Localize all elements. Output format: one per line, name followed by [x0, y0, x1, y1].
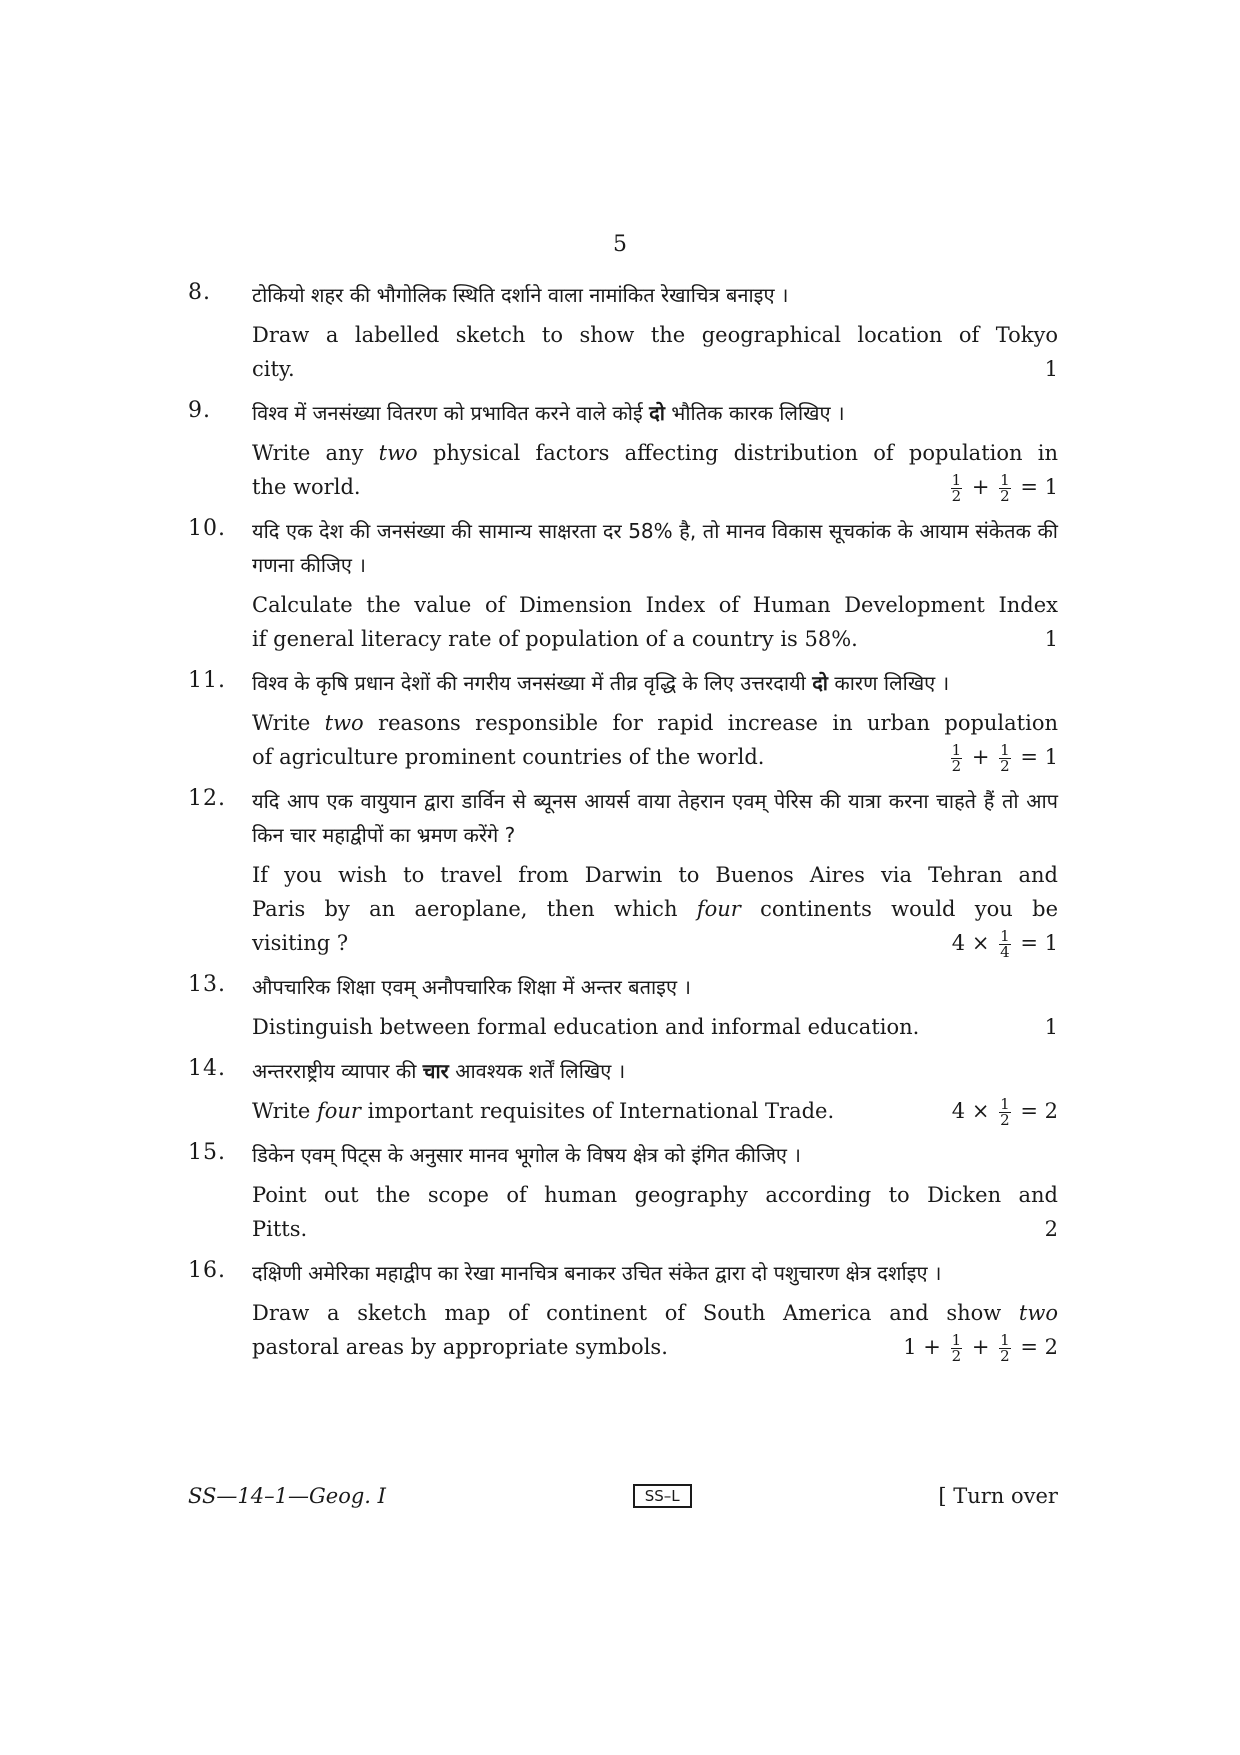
english-line-with-marks — [252, 1212, 1058, 1246]
english-line-with-marks — [252, 1330, 1058, 1364]
fraction-denominator: 2 — [1000, 1111, 1010, 1129]
question-number: 13. — [188, 972, 226, 997]
marks-lead: 1 + — [903, 1335, 941, 1359]
multiplier: 4 × — [951, 931, 990, 955]
fraction-denominator: 2 — [1000, 757, 1010, 775]
hindi-segment: विश्व में जनसंख्या वितरण को प्रभावित करने वाले कोई — [252, 401, 643, 425]
fraction-denominator: 2 — [951, 487, 962, 505]
hindi-bold: दो — [812, 671, 828, 695]
english-line-with-marks — [252, 1094, 1058, 1128]
english-text — [252, 706, 1058, 774]
english-text — [252, 1296, 1058, 1364]
fraction — [999, 929, 1011, 960]
hindi-segment: आवश्यक शर्तें लिखिए । — [455, 1059, 626, 1083]
marks: 2 — [1044, 1217, 1058, 1241]
marks: 1 — [1044, 627, 1058, 651]
turn-over-label: [ Turn over — [938, 1484, 1058, 1508]
english-line-with-marks — [252, 1010, 1058, 1044]
english-emphasis: two — [1018, 1301, 1058, 1325]
marks-total: = 1 — [1020, 745, 1058, 769]
marks-total: = 2 — [1020, 1099, 1058, 1123]
hindi-bold: दो — [649, 401, 665, 425]
english-line: pastoral areas by appropriate symbols. — [252, 1335, 668, 1359]
marks: 1 — [1044, 1015, 1058, 1039]
question-number: 9. — [188, 398, 211, 423]
hindi-text — [252, 1054, 1058, 1088]
multiplier: 4 × — [951, 1099, 990, 1123]
fraction-numerator: 1 — [1000, 741, 1010, 759]
marks — [903, 1330, 1058, 1364]
question-number: 12. — [188, 786, 226, 811]
plus-sign: + — [971, 475, 990, 499]
english-segment: Write — [252, 1099, 311, 1123]
english-line: city. — [252, 357, 295, 381]
marks — [952, 1094, 1058, 1128]
english-segment: Write — [252, 711, 311, 735]
question-8 — [188, 278, 1058, 386]
hindi-segment: विश्व के कृषि प्रधान देशों की नगरीय जनसंख्या में तीव्र वृद्धि के लिए उत्तरदायी — [252, 671, 806, 695]
english-text — [252, 858, 1058, 960]
fraction — [999, 1097, 1011, 1128]
fraction-denominator: 4 — [1000, 943, 1010, 961]
hindi-text: यदि एक देश की जनसंख्या की सामान्य साक्षरता दर 58% है, तो मानव विकास सूचकांक के आयाम संकेतक की गणना कीजिए । — [252, 519, 1058, 577]
question-number: 10. — [188, 516, 226, 541]
question-number: 16. — [188, 1258, 226, 1283]
english-line-with-marks — [252, 740, 1058, 774]
fraction-numerator: 1 — [951, 1331, 962, 1349]
english-line — [252, 436, 1058, 470]
english-text — [252, 1178, 1058, 1246]
english-segment: reasons responsible for rapid increase in urban population — [378, 711, 1058, 735]
english-text — [252, 436, 1058, 504]
fraction-numerator: 1 — [951, 741, 962, 759]
english-line-with-marks — [252, 622, 1058, 656]
question-number: 14. — [188, 1056, 226, 1081]
plus-sign: + — [971, 1335, 990, 1359]
english-line: the world. — [252, 475, 361, 499]
english-segment: Draw a sketch map of continent of South America and show — [252, 1301, 1002, 1325]
hindi-bold: चार — [422, 1059, 449, 1083]
question-10 — [188, 514, 1058, 656]
fraction-denominator: 2 — [1000, 1347, 1010, 1365]
hindi-segment: अन्तरराष्ट्रीय व्यापार की — [252, 1059, 417, 1083]
english-line: if general literacy rate of population of a country is 58%. — [252, 627, 858, 651]
series-box: SS–L — [633, 1484, 692, 1508]
fraction — [951, 743, 963, 774]
english-line: Pitts. — [252, 1217, 308, 1241]
question-12 — [188, 784, 1058, 960]
english-line — [252, 892, 1058, 926]
marks-total: = 2 — [1020, 1335, 1058, 1359]
english-line-with-marks — [252, 352, 1058, 386]
hindi-text: दक्षिणी अमेरिका महाद्वीप का रेखा मानचित्र बनाकर उचित संकेत द्वारा दो पशुचारण क्षेत्र दर्शाइए । — [252, 1261, 942, 1285]
hindi-text: यदि आप एक वायुयान द्वारा डार्विन से ब्यूनस आयर्स वाया तेहरान एवम् पेरिस की यात्रा करना चाहते हैं तो आप किन चार महाद्वीपों का भ्रमण करेंगे ? — [252, 789, 1058, 847]
hindi-text: डिकेन एवम् पिट्स के अनुसार मानव भूगोल के विषय क्षेत्र को इंगित कीजिए । — [252, 1143, 801, 1167]
question-11 — [188, 666, 1058, 774]
hindi-text — [252, 396, 1058, 430]
english-line — [252, 706, 1058, 740]
fraction — [951, 1333, 963, 1364]
question-13 — [188, 970, 1058, 1044]
english-line — [252, 1296, 1058, 1330]
question-number: 15. — [188, 1140, 226, 1165]
english-text — [252, 1010, 1058, 1044]
english-line: visiting ? — [252, 931, 349, 955]
hindi-text: टोकियो शहर की भौगोलिक स्थिति दर्शाने वाला नामांकित रेखाचित्र बनाइए । — [252, 283, 789, 307]
plus-sign: + — [971, 745, 990, 769]
hindi-text: औपचारिक शिक्षा एवम् अनौपचारिक शिक्षा में अन्तर बताइए । — [252, 975, 691, 999]
page-number: 5 — [613, 232, 627, 257]
english-emphasis: two — [324, 711, 364, 735]
hindi-segment: भौतिक कारक लिखिए । — [671, 401, 845, 425]
fraction-numerator: 1 — [951, 471, 962, 489]
marks-total: = 1 — [1020, 931, 1058, 955]
english-line-with-marks — [252, 470, 1058, 504]
marks — [952, 926, 1058, 960]
english-line — [252, 1094, 834, 1128]
question-14 — [188, 1054, 1058, 1128]
english-line-with-marks — [252, 926, 1058, 960]
english-line: of agriculture prominent countries of the world. — [252, 745, 765, 769]
fraction-numerator: 1 — [1000, 1095, 1010, 1113]
marks: 1 — [1044, 357, 1058, 381]
english-segment: important requisites of International Trade. — [367, 1099, 835, 1123]
fraction — [951, 473, 963, 504]
marks — [948, 470, 1058, 504]
fraction-numerator: 1 — [1000, 1331, 1010, 1349]
fraction — [999, 473, 1011, 504]
english-line: Draw a labelled sketch to show the geographical location of Tokyo — [252, 323, 1058, 347]
page-footer — [188, 1484, 1058, 1508]
hindi-segment: कारण लिखिए । — [834, 671, 950, 695]
english-line: If you wish to travel from Darwin to Buenos Aires via Tehran and — [252, 863, 1058, 887]
question-9 — [188, 396, 1058, 504]
question-15 — [188, 1138, 1058, 1246]
english-line: Calculate the value of Dimension Index of Human Development Index — [252, 593, 1058, 617]
fraction-numerator: 1 — [1000, 927, 1010, 945]
english-emphasis: four — [696, 897, 741, 921]
question-list — [188, 278, 1058, 1374]
fraction — [999, 1333, 1011, 1364]
fraction — [999, 743, 1011, 774]
question-number: 11. — [188, 668, 226, 693]
paper-code: SS—14–1—Geog. I — [188, 1484, 386, 1508]
marks-total: = 1 — [1020, 475, 1058, 499]
english-text — [252, 318, 1058, 386]
question-number: 8. — [188, 280, 211, 305]
english-emphasis: four — [316, 1099, 361, 1123]
english-emphasis: two — [378, 441, 418, 465]
fraction-denominator: 2 — [1000, 487, 1010, 505]
english-text — [252, 1094, 1058, 1128]
english-segment: Write any — [252, 441, 364, 465]
fraction-numerator: 1 — [1000, 471, 1010, 489]
fraction-denominator: 2 — [951, 757, 962, 775]
question-16 — [188, 1256, 1058, 1364]
english-segment: physical factors affecting distribution of population in — [432, 441, 1058, 465]
english-segment: Paris by an aeroplane, then which — [252, 897, 678, 921]
english-text — [252, 588, 1058, 656]
english-line: Point out the scope of human geography according to Dicken and — [252, 1183, 1058, 1207]
marks — [948, 740, 1058, 774]
english-line: Distinguish between formal education and informal education. — [252, 1015, 920, 1039]
hindi-text — [252, 666, 1058, 700]
fraction-denominator: 2 — [951, 1347, 962, 1365]
english-segment: continents would you be — [760, 897, 1058, 921]
